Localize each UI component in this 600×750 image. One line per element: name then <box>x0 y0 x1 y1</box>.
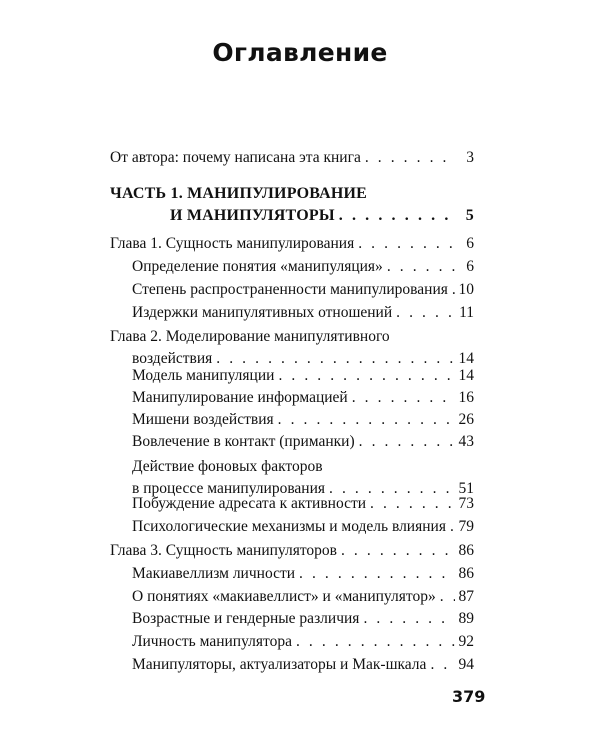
toc-entry-label-continued: в процессе манипулирования <box>132 480 326 497</box>
toc-entry-page: 10 <box>458 281 474 298</box>
dot-leader <box>299 563 455 585</box>
toc-entry-label: Личность манипулятора <box>132 633 292 650</box>
toc-entry-chapter-2[interactable] <box>110 326 474 370</box>
dot-leader <box>452 279 455 301</box>
toc-entry-page: 86 <box>458 542 474 559</box>
toc-entry-page: 73 <box>458 495 474 512</box>
toc-entry-label: Глава 1. Сущность манипулирования <box>110 235 355 252</box>
toc-entry-section[interactable] <box>132 409 474 431</box>
toc-entry-label: Манипуляторы, актуализаторы и Мак-шкала <box>132 656 427 673</box>
toc-entry-page: 87 <box>458 588 474 605</box>
toc-entry-label: О понятиях «макиавеллист» и «манипулятор» <box>132 588 436 605</box>
toc-entry-page: 5 <box>465 207 474 224</box>
toc-entry-page: 16 <box>458 389 474 406</box>
dot-leader <box>278 409 455 431</box>
toc-entry-section[interactable] <box>132 302 474 324</box>
toc-entry-page: 79 <box>458 518 474 535</box>
dot-leader <box>296 631 455 653</box>
toc-entry-label: Степень распространенности манипулирования <box>132 281 448 298</box>
toc-entry-page: 6 <box>466 258 474 275</box>
toc-entry-label: Возрастные и гендерные различия <box>132 610 360 627</box>
toc-entry-page: 89 <box>458 610 474 627</box>
toc-entry-section[interactable] <box>132 387 474 409</box>
toc-entry-label: Мишени воздействия <box>132 411 274 428</box>
toc-entry-page: 14 <box>458 350 474 367</box>
toc-entry-section[interactable] <box>132 563 474 585</box>
toc-entry-label: Макиавеллизм личности <box>132 565 296 582</box>
dot-leader <box>352 387 455 409</box>
dot-leader <box>440 586 455 608</box>
toc-entry-page: 94 <box>458 656 474 673</box>
dot-leader <box>387 256 455 278</box>
dot-leader <box>396 302 455 324</box>
toc-entry-label: Психологические механизмы и модель влияния <box>132 518 446 535</box>
toc-entry-label: Глава 3. Сущность манипуляторов <box>110 542 337 559</box>
toc-entry-page: 43 <box>458 433 474 450</box>
dot-leader <box>430 654 455 676</box>
dot-leader <box>365 147 455 169</box>
toc-entry-label: Манипулирование информацией <box>132 389 348 406</box>
dot-leader <box>278 365 455 387</box>
toc-entry-section[interactable] <box>132 608 474 630</box>
dot-leader <box>358 233 455 255</box>
toc-entry-section[interactable] <box>132 654 474 676</box>
toc-entry-label: От автора: почему написана эта книга <box>110 149 361 166</box>
toc-entry-page: 11 <box>459 304 474 321</box>
toc-entry-label-continued: И МАНИПУЛЯТОРЫ <box>170 207 335 224</box>
dot-leader <box>359 431 455 453</box>
toc-entry-section[interactable] <box>132 431 474 453</box>
toc-entry-chapter-1[interactable] <box>110 233 474 255</box>
dot-leader <box>341 540 455 562</box>
toc-entry-part-1[interactable] <box>110 183 474 227</box>
toc-entry-label: Модель манипуляции <box>132 367 275 384</box>
toc-entry-page: 14 <box>458 367 474 384</box>
toc-entry-page: 3 <box>466 149 474 166</box>
toc-entry-label: ЧАСТЬ 1. МАНИПУЛИРОВАНИЕ <box>110 185 368 202</box>
toc-entry-label-continued: воздействия <box>132 350 213 367</box>
toc-entry-page: 92 <box>458 633 474 650</box>
toc-entry-page: 86 <box>458 565 474 582</box>
toc-entry-label: Определение понятия «манипуляция» <box>132 258 383 275</box>
toc-entry-page: 26 <box>458 411 474 428</box>
toc-entry-label: Вовлечение в контакт (приманки) <box>132 433 355 450</box>
toc-entry-section[interactable] <box>132 493 474 515</box>
toc-entry-label: Побуждение адресата к активности <box>132 495 367 512</box>
page-number: 379 <box>452 687 486 706</box>
toc-entry-label: Издержки манипулятивных отношений <box>132 304 393 321</box>
page-title: Оглавление <box>212 38 388 67</box>
dot-leader <box>450 516 455 538</box>
toc-entry-label: Глава 2. Моделирование манипулятивного <box>110 328 390 345</box>
toc-entry-section[interactable] <box>132 256 474 278</box>
toc-entry-chapter-3[interactable] <box>110 540 474 562</box>
toc-entry-section[interactable] <box>132 365 474 387</box>
dot-leader <box>370 493 455 515</box>
toc-entry-section[interactable] <box>132 279 474 301</box>
dot-leader <box>339 205 455 227</box>
toc-entry-section[interactable] <box>132 631 474 653</box>
toc-entry-page: 6 <box>466 235 474 252</box>
toc-entry-foreword[interactable] <box>110 147 474 169</box>
toc-entry-section[interactable] <box>132 586 474 608</box>
toc-entry-page: 51 <box>458 480 474 497</box>
toc-entry-label: Действие фоновых факторов <box>132 458 323 475</box>
dot-leader <box>363 608 455 630</box>
toc-entry-section[interactable] <box>132 516 474 538</box>
